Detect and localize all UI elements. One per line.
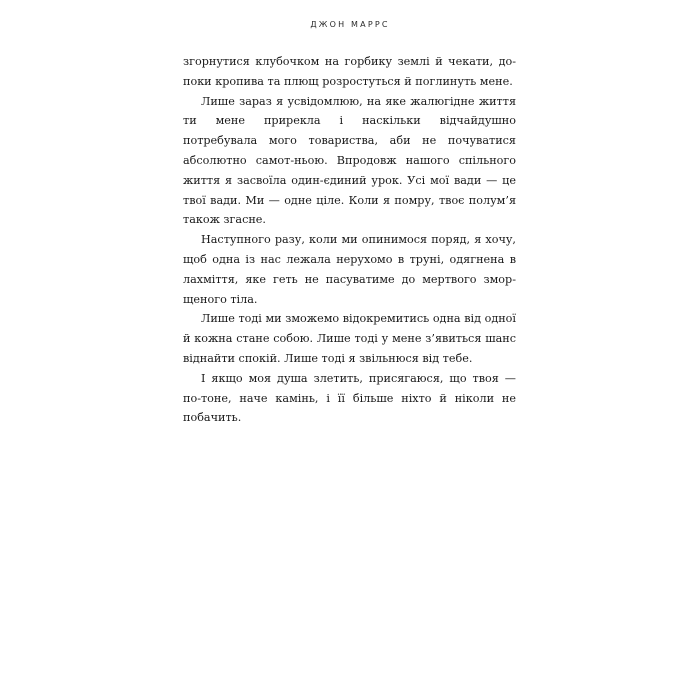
paragraph: Лише тоді ми зможемо відокремитись одна від одної й кожна стане собою. Лише тоді у мене з’явиться шанс віднайти спокій. Лише тоді я звільнюся від тебе. — [183, 312, 516, 365]
paragraph: Лише зараз я усвідомлюю, на яке жалюгідне життя ти мене прирекла і наскільки відчайдушно потребувала мого товариства, аби не почуватися абсолютно самот-ньою. Впродовж нашого спільного життя я засвоїла один-єдиний урок. Усі мої вади — це твої вади. Ми — одне ціле. Коли я помру, твоє полум’я також згасне. — [183, 94, 516, 227]
body-text — [183, 52, 516, 428]
paragraph: Наступного разу, коли ми опинимося поряд, я хочу, щоб одна із нас лежала нерухомо в труні, одягнена в лахміття, яке геть не пасуватиме до мертвого змор-щеного тіла. — [183, 233, 516, 306]
paragraph: І якщо моя душа злетить, присягаюся, що твоя — по-тоне, наче камінь, і її більше ніхто й ніколи не побачить. — [183, 371, 516, 425]
running-head: ДЖОН МАРРС — [310, 20, 390, 29]
paragraph: згорнутися клубочком на горбику землі й чекати, до-поки кропива та плющ розростуться й поглинуть мене. — [183, 55, 516, 88]
